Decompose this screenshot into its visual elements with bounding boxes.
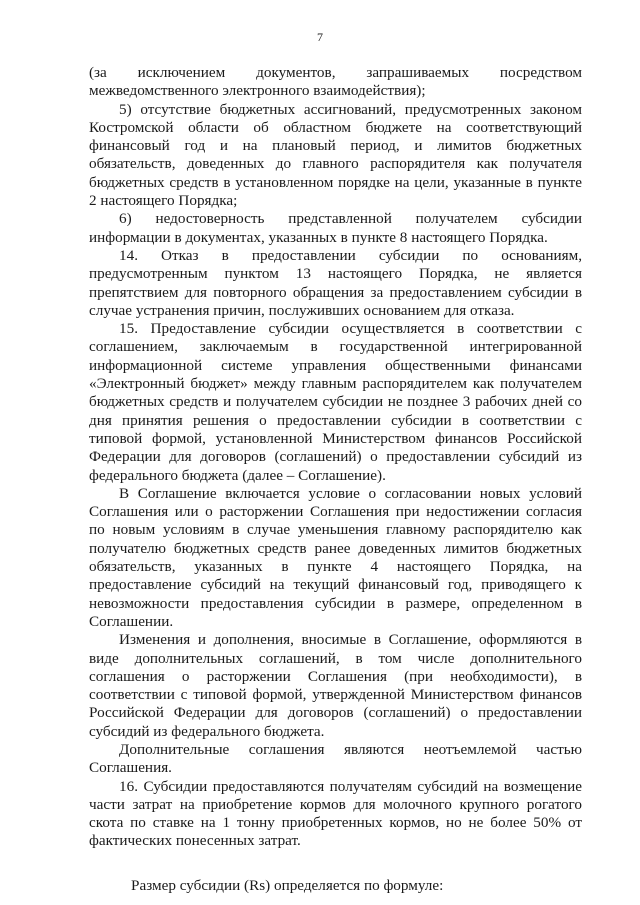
- paragraph-item-5: 5) отсутствие бюджетных ассигнований, предусмотренных законом Костромской области об областном бюджете на соответствующий финансовый год и на плановый период, и лимитов бюджетных обязательств, доведенных до главного распорядителя как получателя бюджетных средств в установленном порядке на цели, указанные в пункте 2 настоящего Порядка;: [89, 100, 582, 210]
- paragraph-clause-14: 14. Отказ в предоставлении субсидии по основаниям, предусмотренным пунктом 13 настоящего Порядка, не является препятствием для повторного обращения за предоставлением субсидии в случае устранения причин, послуживших основанием для отказа.: [89, 246, 582, 319]
- paragraph-exceptions: (за исключением документов, запрашиваемых посредством межведомственного электронного взаимодействия);: [89, 64, 582, 100]
- paragraph-agreement-terms: В Соглашение включается условие о согласовании новых условий Соглашения или о расторжении Соглашения при недостижении согласия по новым условиям в случае уменьшения главному распорядителю как получателю бюджетных средств ранее доведенных лимитов бюджетных обязательств, указанных в пункте 4 настоящего Порядка, на предоставление субсидий на текущий финансовый год, приводящего к невозможности предоставления субсидии в размере, определенном в Соглашении.: [89, 484, 582, 630]
- document-body: [89, 64, 582, 895]
- paragraph-clause-16: 16. Субсидии предоставляются получателям субсидий на возмещение части затрат на приобретение кормов для молочного крупного рогатого скота по ставке на 1 тонну приобретенных кормов, но не более 50% от фактических понесенных затрат.: [89, 777, 582, 850]
- paragraph-item-6: 6) недостоверность представленной получателем субсидии информации в документах, указанных в пункте 8 настоящего Порядка.: [89, 210, 582, 246]
- paragraph-amendments: Изменения и дополнения, вносимые в Соглашение, оформляются в виде дополнительных соглашений, в том числе дополнительного соглашения о расторжении Соглашения (при необходимости), в соответствии с типовой формой, утвержденной Министерством финансов Российской Федерации для договоров (соглашений) о предоставлении субсидий из федерального бюджета.: [89, 631, 582, 740]
- paragraph-clause-15: 15. Предоставление субсидии осуществляется в соответствии с соглашением, заключаемым в государственной интегрированной информационной системе управления общественными финансами «Электронный бюджет» между главным распорядителем как получателем бюджетных средств и получателем субсидии не позднее 3 рабочих дней со дня принятия решения о предоставлении субсидии в соответствии с типовой формой, установленной Министерством финансов Российской Федерации для договоров (соглашений) о предоставлении субсидий из федерального бюджета (далее – Соглашение).: [89, 320, 582, 484]
- paragraph-formula-intro: Размер субсидии (Rs) определяется по формуле:: [131, 876, 444, 894]
- page-number: 7: [317, 30, 323, 44]
- paragraph-additional-agreements: Дополнительные соглашения являются неотъемлемой частью Соглашения.: [89, 740, 582, 777]
